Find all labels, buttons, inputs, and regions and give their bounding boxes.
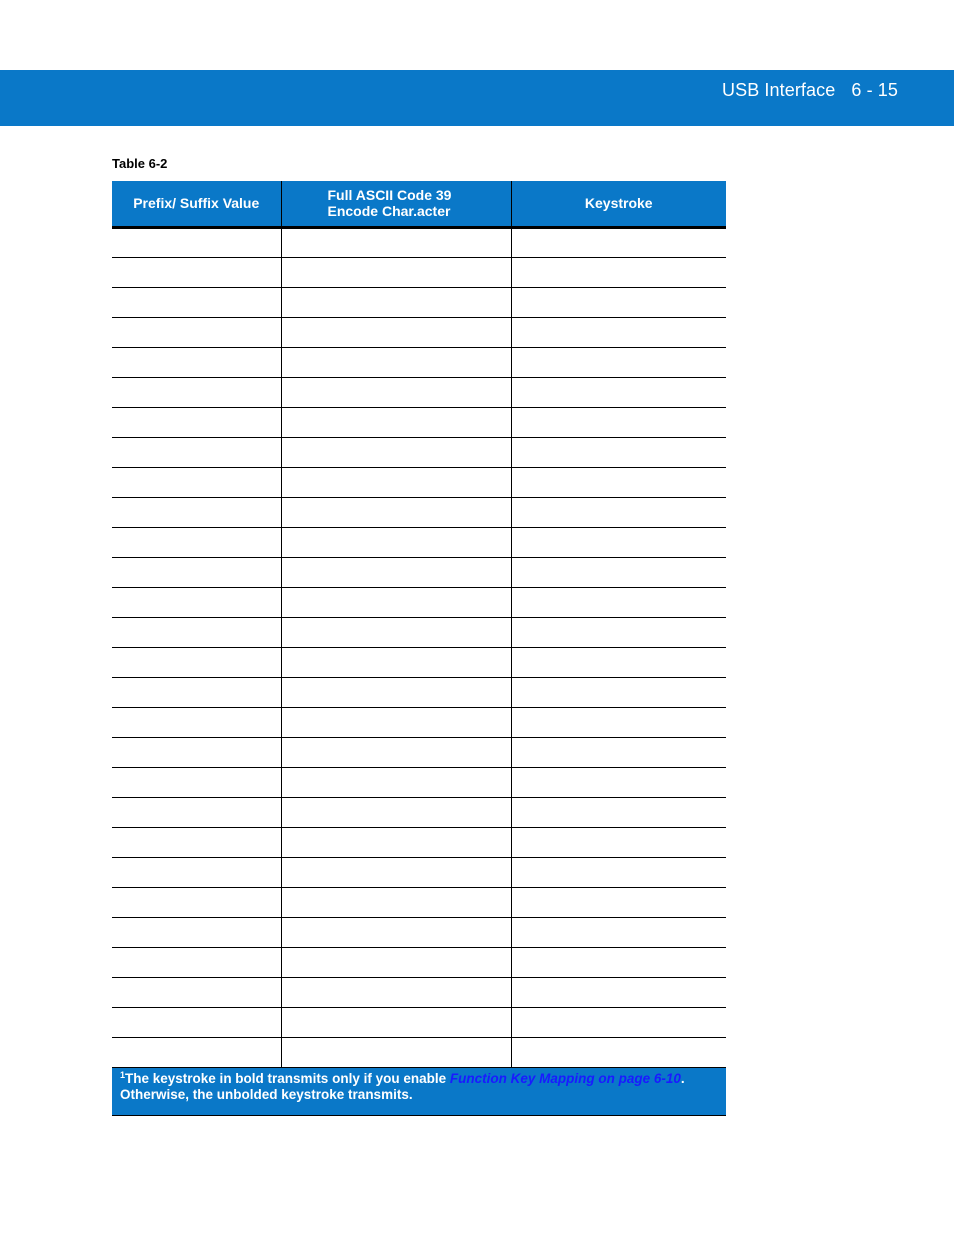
table-cell [281, 347, 511, 377]
table-cell [281, 317, 511, 347]
table-cell [281, 707, 511, 737]
table-cell [511, 647, 726, 677]
table-cell [281, 587, 511, 617]
table-cell [511, 947, 726, 977]
table-cell [112, 257, 281, 287]
table-cell [511, 1037, 726, 1067]
table-cell [281, 437, 511, 467]
table-footnote [112, 1067, 726, 1115]
table-cell [112, 407, 281, 437]
footnote-text-after: . Otherwise, the unbolded keystroke transmits. [120, 1070, 685, 1102]
table-cell [112, 677, 281, 707]
table-cell [112, 287, 281, 317]
table-cell [511, 887, 726, 917]
column-header-ascii-code39 [281, 181, 511, 227]
footnote-marker: 1 [120, 1069, 126, 1080]
table-cell [511, 1007, 726, 1037]
table-cell [112, 1037, 281, 1067]
table-body [112, 227, 726, 1067]
table-row [112, 1037, 726, 1067]
table-cell [511, 767, 726, 797]
table-row [112, 677, 726, 707]
table-row [112, 767, 726, 797]
table-cell [112, 317, 281, 347]
table-row [112, 467, 726, 497]
running-header [722, 80, 898, 101]
table-cell [112, 467, 281, 497]
table-row [112, 587, 726, 617]
table-cell [112, 527, 281, 557]
table-cell [281, 557, 511, 587]
table-cell [511, 527, 726, 557]
table-cell [281, 227, 511, 257]
table-cell [511, 287, 726, 317]
table-row [112, 347, 726, 377]
table-cell [511, 677, 726, 707]
table-cell [112, 647, 281, 677]
section-title: USB Interface [722, 80, 836, 100]
table-cell [281, 767, 511, 797]
table-cell [281, 287, 511, 317]
page-number: 6 - 15 [851, 80, 898, 100]
table-cell [281, 857, 511, 887]
table-row [112, 1007, 726, 1037]
footnote-text-before: The keystroke in bold transmits only if you enable [125, 1070, 450, 1086]
table-cell [281, 977, 511, 1007]
column-header-line-1: Full ASCII Code 39 [327, 187, 452, 204]
table-row [112, 377, 726, 407]
table-row [112, 887, 726, 917]
table-cell [281, 1007, 511, 1037]
table-cell [281, 947, 511, 977]
table-cell [281, 497, 511, 527]
table-cell [281, 677, 511, 707]
table-cell [281, 257, 511, 287]
table-caption: Table 6-2 [112, 156, 168, 171]
table-cell [112, 437, 281, 467]
table-cell [112, 977, 281, 1007]
table-cell [511, 617, 726, 647]
table-cell [281, 647, 511, 677]
table-cell [281, 917, 511, 947]
table-cell [511, 977, 726, 1007]
table-row [112, 737, 726, 767]
table-header-row [112, 181, 726, 227]
table-row [112, 617, 726, 647]
table-cell [112, 767, 281, 797]
table-row [112, 287, 726, 317]
table-row [112, 647, 726, 677]
table-cell [281, 797, 511, 827]
keystroke-table [112, 181, 726, 1116]
table-cell [112, 827, 281, 857]
table-cell [112, 947, 281, 977]
table-footnote-row [112, 1067, 726, 1115]
table-cell [511, 407, 726, 437]
table-cell [511, 917, 726, 947]
table-cell [112, 377, 281, 407]
table-row [112, 527, 726, 557]
table-cell [281, 407, 511, 437]
table-cell [112, 617, 281, 647]
table-cell [511, 587, 726, 617]
table-cell [281, 617, 511, 647]
table-cell [511, 707, 726, 737]
table-row [112, 437, 726, 467]
table-cell [511, 257, 726, 287]
table-cell [511, 557, 726, 587]
table-row [112, 227, 726, 257]
table-cell [511, 437, 726, 467]
table-cell [112, 497, 281, 527]
table-row [112, 497, 726, 527]
table-cell [511, 857, 726, 887]
table-cell [511, 797, 726, 827]
table-cell [511, 497, 726, 527]
table-cell [281, 467, 511, 497]
table-row [112, 947, 726, 977]
table-cell [281, 827, 511, 857]
table-cell [511, 317, 726, 347]
table-cell [511, 227, 726, 257]
table-cell [112, 737, 281, 767]
table-cell [112, 857, 281, 887]
table-cell [511, 467, 726, 497]
function-key-mapping-link[interactable]: Function Key Mapping on page 6-10 [449, 1070, 681, 1086]
table-cell [112, 797, 281, 827]
table-cell [112, 587, 281, 617]
table-row [112, 917, 726, 947]
column-header-prefix-suffix: Prefix/ Suffix Value [112, 181, 281, 227]
table-cell [112, 917, 281, 947]
table-row [112, 977, 726, 1007]
table-cell [112, 227, 281, 257]
table-cell [112, 887, 281, 917]
table-row [112, 797, 726, 827]
table-cell [112, 557, 281, 587]
table-cell [112, 707, 281, 737]
table-cell [281, 737, 511, 767]
table-cell [281, 377, 511, 407]
table-row [112, 857, 726, 887]
table-row [112, 827, 726, 857]
table-row [112, 407, 726, 437]
table-cell [281, 887, 511, 917]
table-row [112, 257, 726, 287]
table-cell [112, 1007, 281, 1037]
table-cell [511, 827, 726, 857]
table-cell [281, 527, 511, 557]
table-cell [511, 347, 726, 377]
table-row [112, 707, 726, 737]
table-cell [511, 737, 726, 767]
table-cell [112, 347, 281, 377]
table-cell [511, 377, 726, 407]
column-header-line-2: Encode Char.acter [327, 203, 451, 220]
table-row [112, 317, 726, 347]
column-header-keystroke: Keystroke [511, 181, 726, 227]
table-cell [281, 1037, 511, 1067]
table-row [112, 557, 726, 587]
